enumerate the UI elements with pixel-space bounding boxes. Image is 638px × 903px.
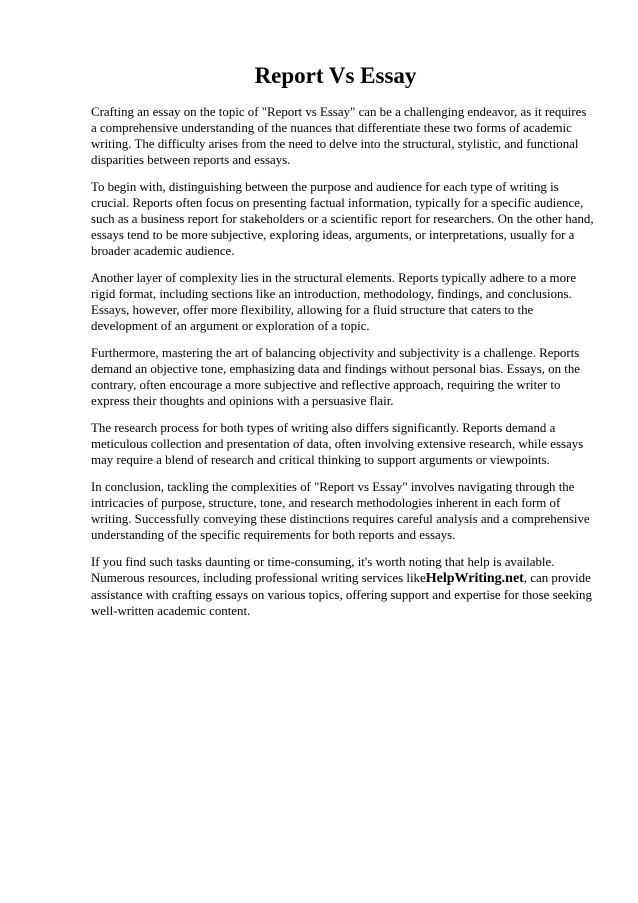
document-title: Report Vs Essay <box>254 63 417 88</box>
help-text-after: , can provide assistance with crafting essays on various topics, offering support and expertise for those seeking well-written academic content. <box>91 571 592 618</box>
paragraph-help <box>91 554 594 619</box>
helpwriting-link[interactable]: HelpWriting.net <box>425 571 524 586</box>
paragraph-purpose-audience: To begin with, distinguishing between the purpose and audience for each type of writing is crucial. Reports often focus on presenting factual information, typically for a specific audience, such as a business report for stakeholders or a scientific report for researchers. On the other hand, essays tend to be more subjective, exploring ideas, arguments, or interpretations, usually for a broader academic audience. <box>91 180 594 258</box>
paragraph-intro: Crafting an essay on the topic of "Report vs Essay" can be a challenging endeavor, as it requires a comprehensive understanding of the nuances that differentiate these two forms of academic writing. The difficulty arises from the need to delve into the structural, stylistic, and functional disparities between reports and essays. <box>91 105 587 167</box>
paragraph-conclusion: In conclusion, tackling the complexities of "Report vs Essay" involves navigating through the intricacies of purpose, structure, tone, and research methodologies inherent in each form of writing. Successfully conveying these distinctions requires careful analysis and a comprehensive understanding of the specific requirements for both reports and essays. <box>91 480 590 542</box>
help-text-before: If you find such tasks daunting or time-consuming, it's worth noting that help is available. Numerous resources, including professional writing services like <box>91 555 555 585</box>
paragraph-objectivity: Furthermore, mastering the art of balancing objectivity and subjectivity is a challenge. Reports demand an objective tone, emphasizing data and findings without personal bias. Essays, on the contrary, often encourage a more subjective and reflective approach, requiring the writer to express their thoughts and opinions with a persuasive flair. <box>91 346 581 408</box>
paragraph-research: The research process for both types of writing also differs significantly. Reports demand a meticulous collection and presentation of data, often involving extensive research, while essays may require a blend of research and critical thinking to support arguments or viewpoints. <box>91 421 584 467</box>
paragraph-structure: Another layer of complexity lies in the structural elements. Reports typically adhere to a more rigid format, including sections like an introduction, methodology, findings, and conclusions. Essays, however, offer more flexibility, allowing for a fluid structure that caters to the development of an argument or exploration of a topic. <box>91 271 577 333</box>
